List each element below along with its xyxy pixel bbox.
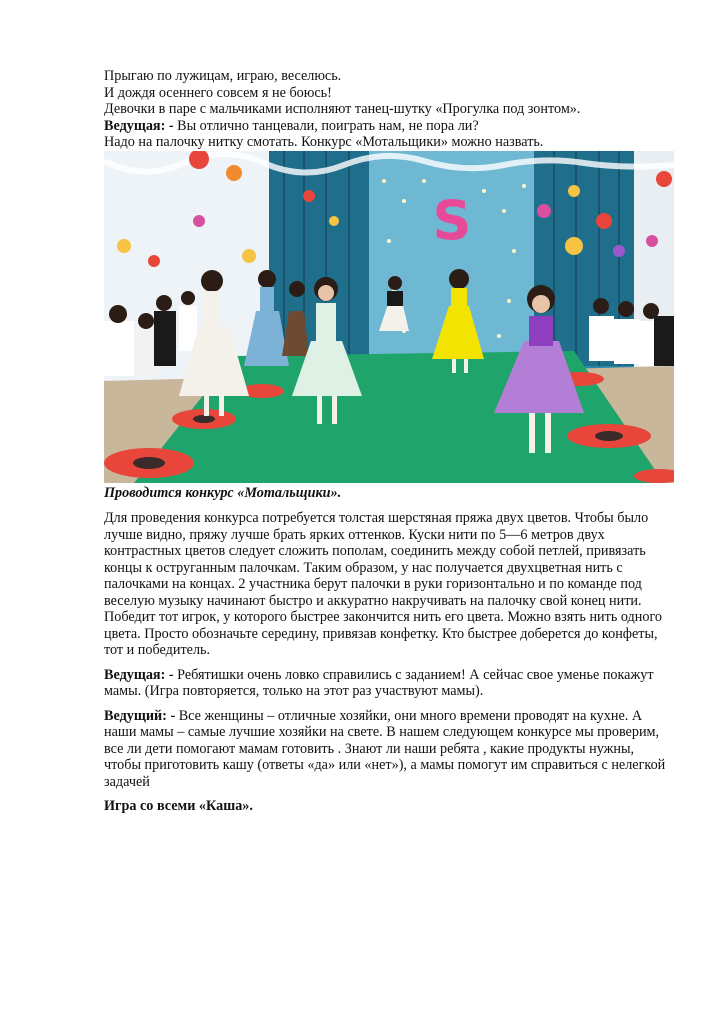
host-line-1-text: Вы отлично танцевали, поиграть нам, не пора ли? — [173, 117, 479, 134]
paragraph-porridge-text: Все женщины – отличные хозяйки, они много времени проводят на кухне. А наши мамы – самые лучшие хозяйки на свете. В нашем следующем конкурсе мы проверим, все ли дети помогают мамам готовить . Знают ли наши ребята , какие продукты нужны, чтобы приготовить кашу (ответы «да» или «нет»), а мамы помогут им справиться с нелегкой задачей — [104, 707, 666, 790]
document-page — [104, 68, 674, 823]
poem-line-2: И дождя осеннего совсем я не боюсь! — [104, 84, 332, 101]
speaker-label: Ведущий: - — [104, 707, 176, 724]
photo-kids-dancing — [104, 151, 674, 483]
paragraph-moms — [104, 667, 674, 700]
host-line-1 — [104, 118, 674, 135]
dance-note: Девочки в паре с мальчиками исполняют танец-шутку «Прогулка под зонтом». — [104, 101, 581, 117]
paragraph-porridge — [104, 708, 674, 791]
poem-line-1: Прыгаю по лужицам, играю, веселюсь. — [104, 68, 342, 84]
game-title: Игра со всеми «Каша». — [104, 798, 253, 814]
section-caption: Проводится конкурс «Мотальщики». — [104, 484, 342, 501]
speaker-label: Ведущая: - — [104, 117, 174, 134]
host-line-2: Надо на палочку нитку смотать. Конкурс «Мотальщики» можно назвать. — [104, 134, 544, 150]
speaker-label: Ведущая: - — [104, 666, 174, 683]
paragraph-contest: Для проведения конкурса потребуется толстая шерстяная пряжа двух цветов. Чтобы было лучше видно, пряжу лучше брать ярких оттенков. Куски нити по 5—6 метров двух контрастных цветов следует сложить пополам, соединить между собой петлей, привязать концы к оструганным палочкам. Таким образом, у нас получается двухцветная нить с палочками на концах. 2 участника берут палочки в руки горизонтально и по команде под веселую музыку начинают быстро и аккуратно накручивать на палочку свой конец нити. Победит тот игрок, у которого быстрее закончится нить его цвета. Можно взять нить одного цвета. Просто обозначьте середину, привязав конфетку. Кто быстрее доберется до конфеты, тот и победитель. — [104, 510, 663, 658]
stage-letter: S — [432, 188, 472, 252]
photo-illustration — [104, 151, 674, 483]
paragraph-moms-text: Ребятишки очень ловко справились с заданием! А сейчас свое уменье покажут мамы. (Игра повторяется, только на этот раз участвуют мамы). — [104, 666, 654, 699]
